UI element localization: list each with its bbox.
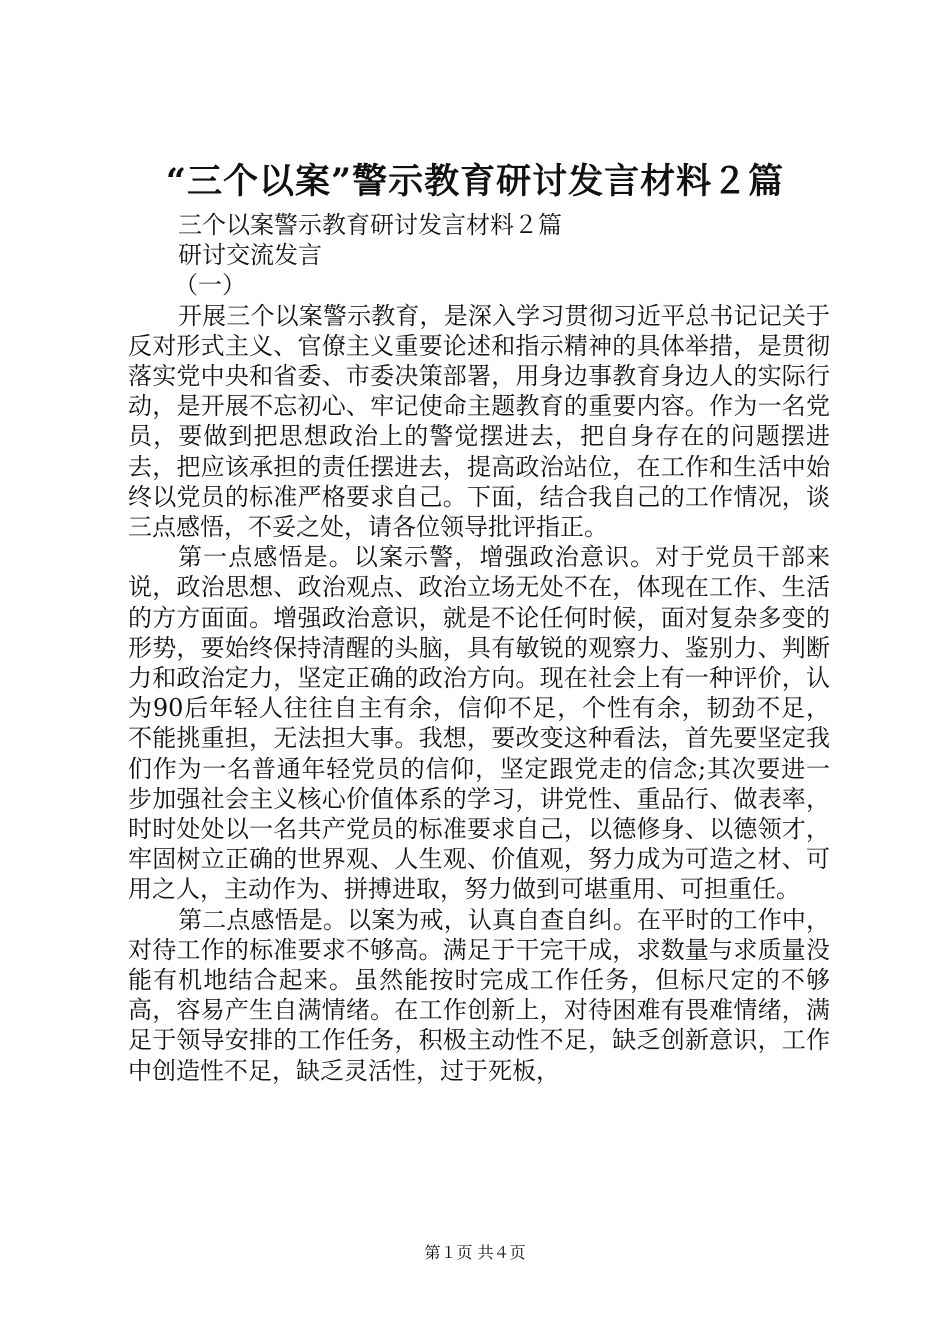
paragraph: 开展三个以案警示教育，是深入学习贯彻习近平总书记记关于反对形式主义、官僚主义重要论述和指示精神的具体举措，是贯彻落实党中央和省委、市委决策部署，用身边事教育身边人的实际行动，是开展不忘初心、牢记使命主题教育的重要内容。作为一名党员，要做到把思想政治上的警觉摆进去，把自身存在的问题摆进去，把应该承担的责任摆进去，提高政治站位，在工作和生活中始终以党员的标准严格要求自己。下面，结合我自己的工作情况，谈三点感悟，不妥之处，请各位领导批评指正。 — [128, 301, 830, 542]
section-heading: 研讨交流发言 — [178, 241, 322, 270]
paragraph: 第二点感悟是。以案为戒，认真自查自纠。在平时的工作中，对待工作的标准要求不够高。满足于干完干成，求数量与求质量没能有机地结合起来。虽然能按时完成工作任务，但标尺定的不够高，容易产生自满情绪。在工作创新上，对待困难有畏难情绪，满足于领导安排的工作任务，积极主动性不足，缺乏创新意识，工作中创造性不足，缺乏灵活性，过于死板， — [128, 905, 830, 1085]
document-subtitle: 三个以案警示教育研讨发言材料２篇 — [178, 211, 562, 239]
document-body — [128, 210, 830, 1086]
paragraph: 第一点感悟是。以案示警，增强政治意识。对于党员干部来说，政治思想、政治观点、政治立场无处不在，体现在工作、生活的方方面面。增强政治意识，就是不论任何时候，面对复杂多变的形势，要始终保持清醒的头脑，具有敏锐的观察力、鉴别力、判断力和政治定力，坚定正确的政治方向。现在社会上有一种评价，认为90后年轻人往往自主有余，信仰不足，个性有余，韧劲不足，不能挑重担，无法担大事。我想，要改变这种看法，首先要坚定我们作为一名普通年轻党员的信仰，坚定跟党走的信念;其次要进一步加强社会主义核心价值体系的学习，讲党性、重品行、做表率，时时处处以一名共产党员的标准要求自己，以德修身、以德领才，牢固树立正确的世界观、人生观、价值观，努力成为可造之材、可用之人，主动作为、拼搏进取，努力做到可堪重用、可担重任。 — [128, 543, 830, 904]
section-marker: （一） — [174, 271, 246, 300]
page-footer: 第１页 共４页 — [424, 1243, 526, 1262]
document-title: “三个以案”警示教育研讨发言材料２篇 — [165, 161, 785, 202]
